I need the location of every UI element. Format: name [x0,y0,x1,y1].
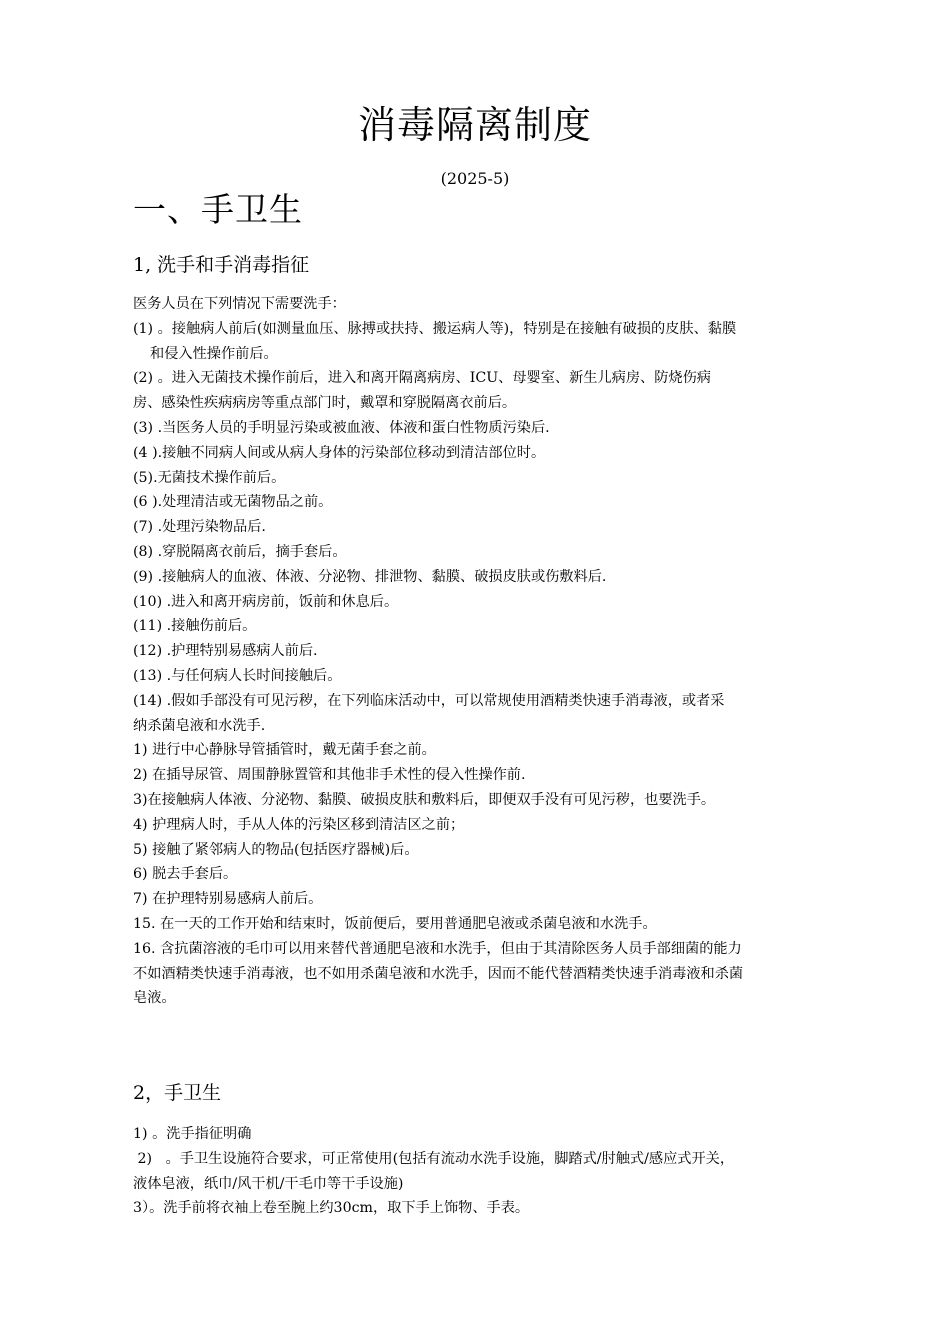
indications-list [133,292,825,1011]
subsection-heading-hand-hygiene: 2，手卫生 [133,1082,222,1104]
list-item: (5).无菌技术操作前后。 [133,469,286,486]
list-item: (1) 。接触病人前后(如测量血压、脉搏或扶持、搬运病人等)，特别是在接触有破损的皮肤、黏膜 [133,320,737,337]
list-item: (7) .处理污染物品后. [133,519,266,536]
list-item: 纳杀菌皂液和水洗手. [133,717,266,734]
list-item: 不如酒精类快速手消毒液，也不如用杀菌皂液和水洗手，因而不能代替酒精类快速手消毒液和杀菌 [133,965,744,982]
list-item: 3)在接触病人体液、分泌物、黏膜、破损皮肤和敷料后，即便双手没有可见污秽，也要洗手。 [133,791,716,808]
list-item: 2) 在插导尿管、周围静脉置管和其他非手术性的侵入性操作前. [133,767,526,784]
list-item: 房、感染性疾病病房等重点部门时，戴罩和穿脱隔离衣前后。 [133,395,517,412]
list-item: (14) .假如手部没有可见污秽，在下列临床活动中，可以常规使用酒精类快速手消毒液，或者采 [133,692,725,709]
list-item: 4) 护理病人时，手从人体的污染区移到清洁区之前； [133,816,465,833]
list-item: (6 ).处理清洁或无菌物品之前。 [133,494,333,511]
list-item: 2) 。手卫生设施符合要求，可正常使用(包括有流动水洗手设施，脚踏式/肘触式/感应式开关， [133,1150,735,1167]
list-item: 6) 脱去手套后。 [133,866,238,883]
list-item: 16. 含抗菌溶液的毛巾可以用来替代普通肥皂液和水洗手，但由于其清除医务人员手部细菌的能力 [133,940,742,957]
list-item: (12) .护理特别易感病人前后. [133,643,318,660]
list-item: 7) 在护理特别易感病人前后。 [133,891,323,908]
hand-hygiene-list [133,1122,825,1221]
list-item: 3）。洗手前将衣袖上卷至腕上约30cm，取下手上饰物、手表。 [133,1200,530,1217]
list-item: (10) .进入和离开病房前，饭前和休息后。 [133,593,399,610]
list-item: (11) .接触伤前后。 [133,618,257,635]
subsection-heading-indications: 1, 洗手和手消毒指征 [133,254,310,276]
list-item: (9) .接触病人的血液、体液、分泌物、排泄物、黏膜、破损皮肤或伤敷料后. [133,568,607,585]
list-item: (3) .当医务人员的手明显污染或被血液、体液和蛋白性物质污染后. [133,419,550,436]
list-item: 1) 。洗手指征明确 [133,1126,252,1142]
list-item: 1) 进行中心静脉导管插管时，戴无菌手套之前。 [133,742,436,759]
list-item: (4 ).接触不同病人间或从病人身体的污染部位移动到清洁部位时。 [133,444,546,461]
list-item: (2) 。进入无菌技术操作前后，进入和离开隔离病房、ICU、母婴室、新生儿病房、防烧伤病 [133,370,711,387]
list-item: (8) .穿脱隔离衣前后，摘手套后。 [133,543,347,560]
list-item: 和侵入性操作前后。 [150,345,278,362]
intro-text: 医务人员在下列情况下需要洗手： [133,296,346,312]
list-item: 5) 接触了紧邻病人的物品(包括医疗器械)后。 [133,841,419,858]
list-item: (13) .与任何病人长时间接触后。 [133,667,342,684]
list-item: 皂液。 [133,990,176,1007]
list-item: 液体皂液，纸巾/风干机/干毛巾等干手设施) [133,1175,404,1192]
section-heading-hand-hygiene: 一、手卫生 [133,190,303,229]
document-date: (2025-5) [440,169,510,188]
list-item: 15. 在一天的工作开始和结束时，饭前便后，要用普通肥皂液或杀菌皂液和水洗手。 [133,915,657,932]
document-title: 消毒隔离制度 [357,103,592,147]
